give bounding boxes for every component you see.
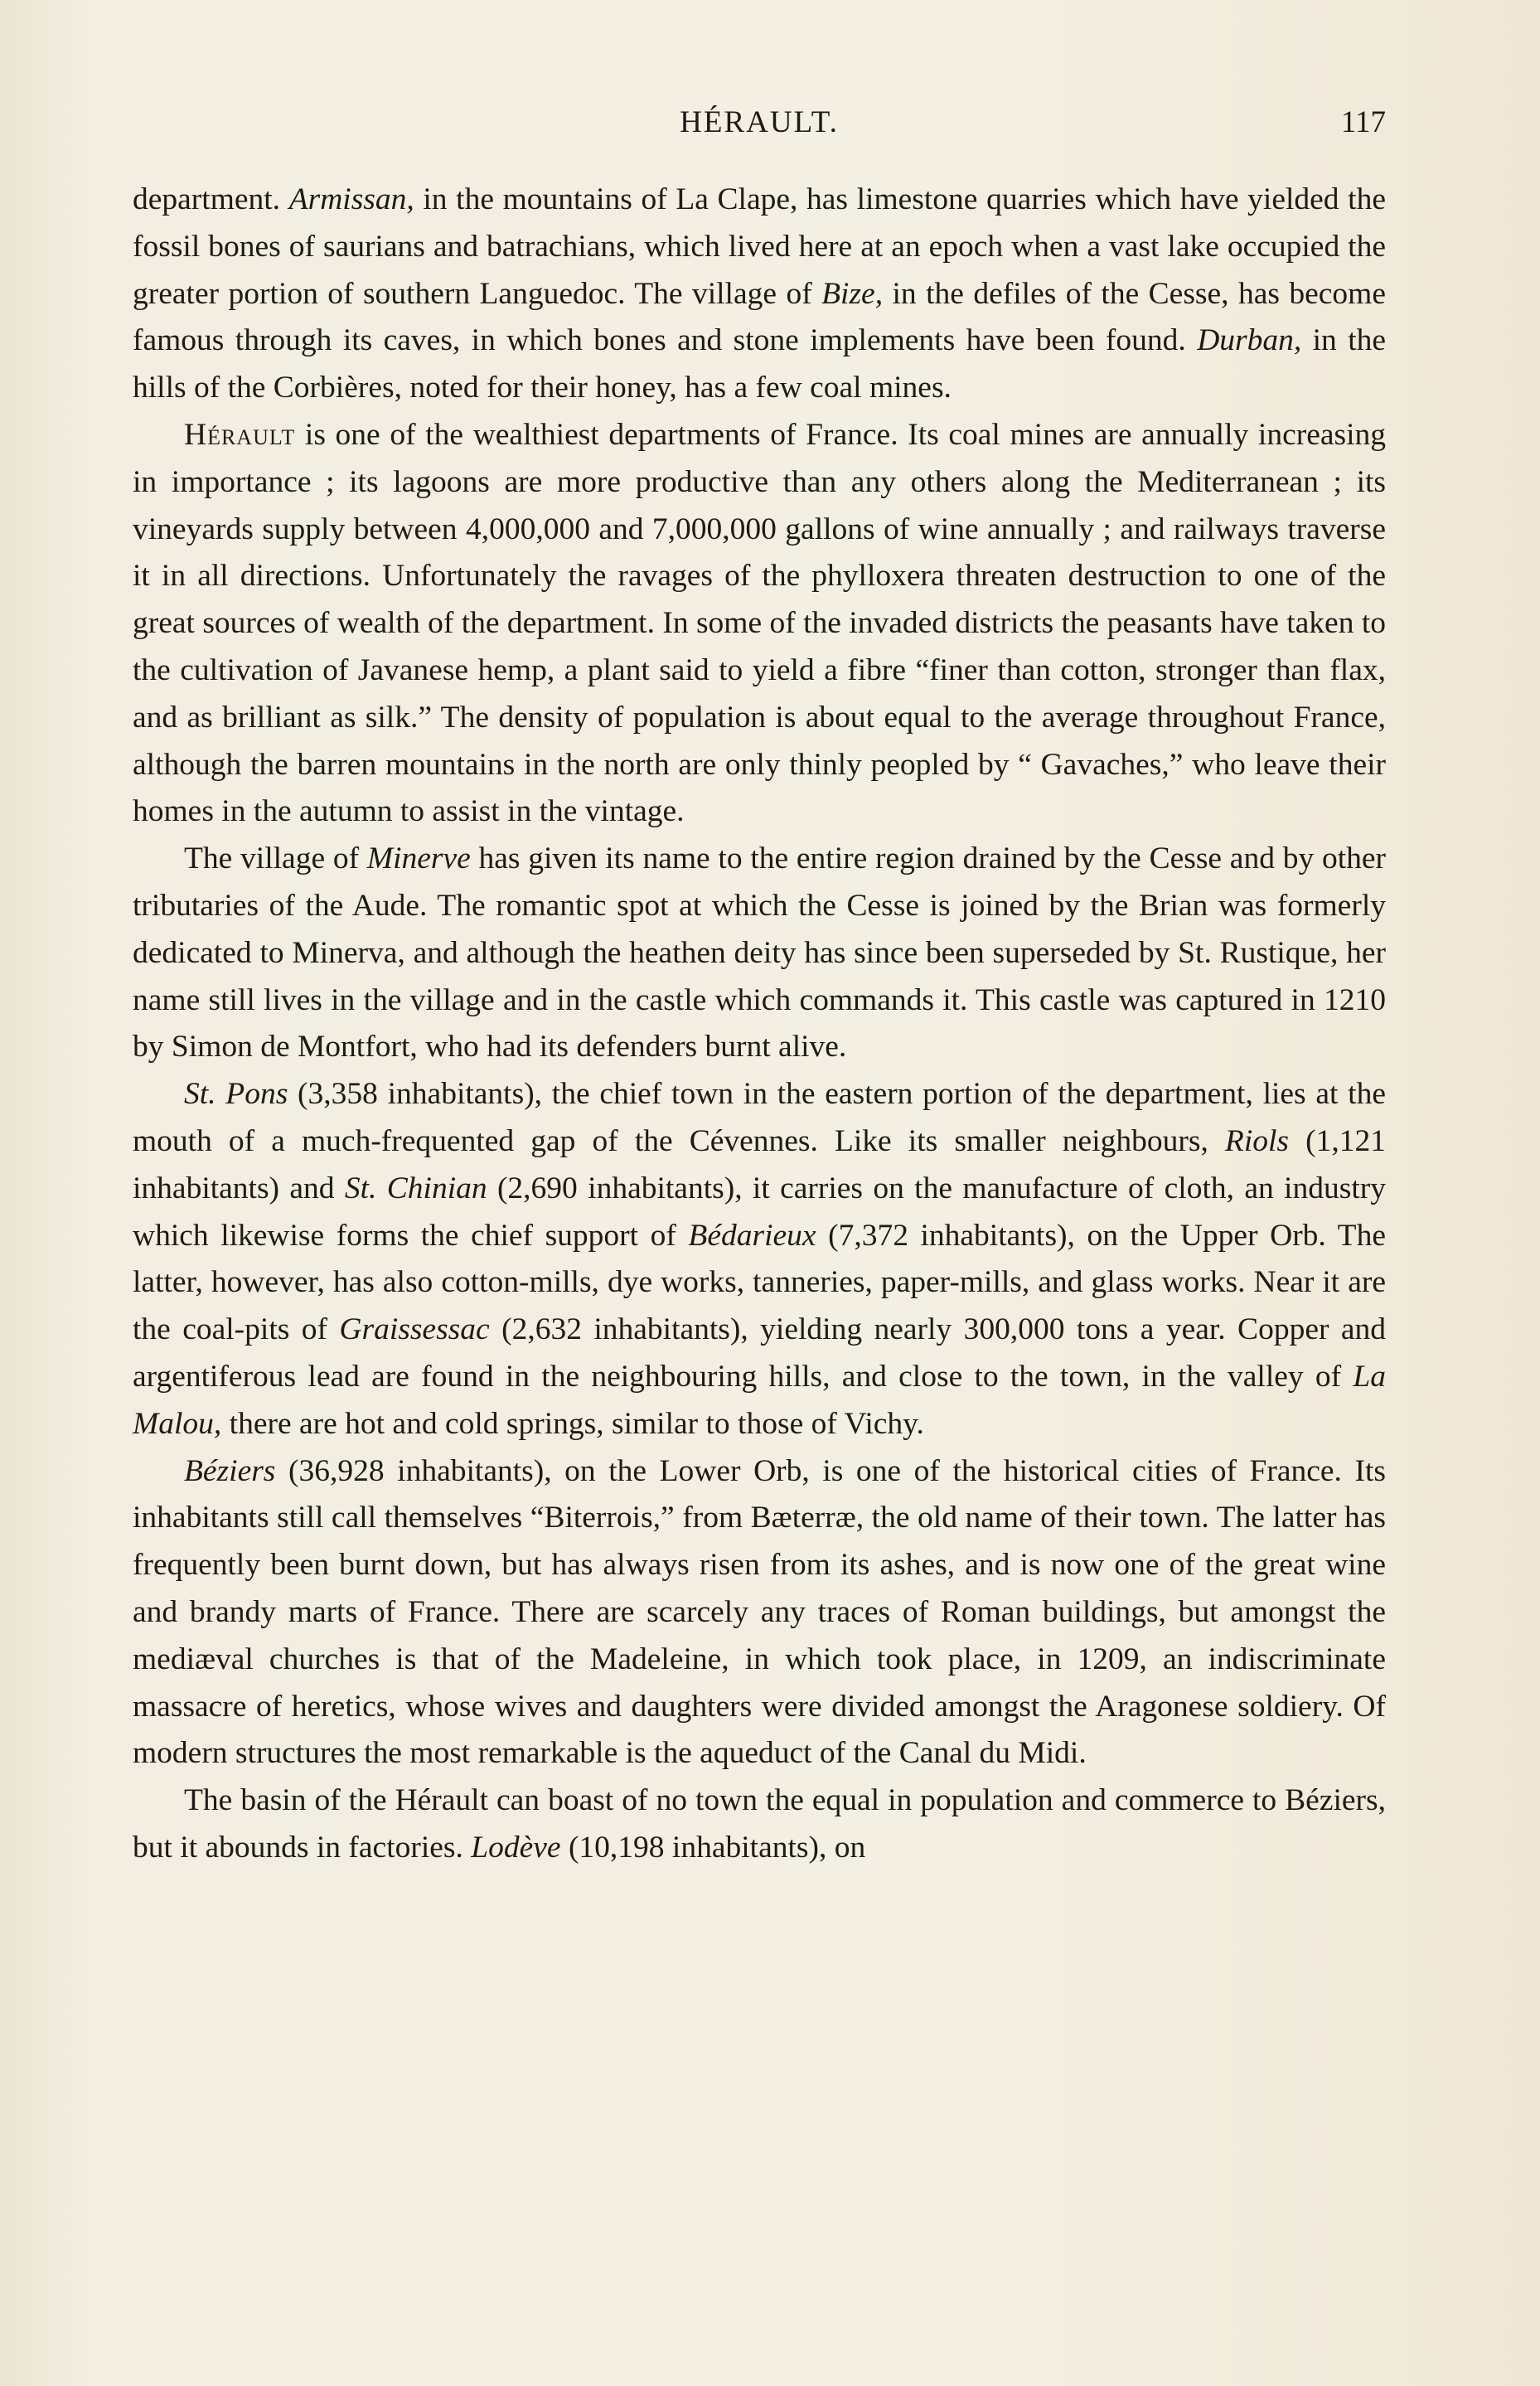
text-run: The village of (184, 841, 367, 876)
place-name: Lodève (471, 1830, 561, 1865)
place-name: St. Pons (184, 1077, 288, 1112)
page-number: 117 (1340, 105, 1386, 139)
text-run: The basin of the Hérault can boast of no town the equal in population and commerce to Béziers, but it abounds in factories. (133, 1783, 1386, 1865)
paragraph (133, 836, 1386, 1071)
place-name: Durban, (1197, 323, 1302, 358)
text-run: (10,198 inhabitants), on (560, 1830, 866, 1865)
place-name: Béziers (184, 1453, 276, 1488)
running-title: HÉRAULT. (680, 105, 839, 139)
paragraph (133, 1777, 1386, 1872)
text-run: in the hills of the Corbières, noted for their honey, has a few coal mines. (133, 323, 1387, 405)
paragraph (133, 177, 1386, 412)
place-name: Bédarieux (688, 1218, 816, 1253)
place-name: Graissessac (339, 1312, 490, 1347)
text-run: (7,372 inhabitants), on the Upper Orb. The latter, however, has also cotton-mills, dye works, tanneries, paper-mills, and glass works. Near it are the coal-pits of (133, 1218, 1386, 1347)
place-name: Bize, (821, 276, 884, 311)
place-name: Armissan, (288, 182, 414, 216)
text-run: has given its name to the entire region drained by the Cesse and by other tributaries of the Aude. The romantic spot at which the Cesse is joined by the Brian was formerly dedicated to Minerva, and although the heathen deity has since been superseded by St. Rustique, her name still lives in the village and in the castle which commands it. This castle was captured in 1210 by Simon de Montfort, who had its defenders burnt alive. (133, 841, 1386, 1064)
place-name: Riols (1224, 1123, 1290, 1158)
small-caps-term: Hérault (184, 417, 296, 452)
text-run: there are hot and cold springs, similar to those of Vichy. (221, 1406, 924, 1441)
text-run: in the mountains of La Clape, has limestone quarries which have yielded the fossil bones of saurians and batrachians, which lived here at an epoch when a vast lake occupied the greater portion of southern Languedoc. The village of (133, 182, 1386, 311)
text-run: (2,690 inhabitants), it carries on the manufacture of cloth, an industry which likewise forms the chief support of (133, 1171, 1386, 1253)
paragraph (133, 1071, 1386, 1448)
text-run: is one of the wealthiest departments of France. Its coal mines are annually increasing in importance ; its lagoons are more productive than any others along the Mediterranean ; its vineyards supply between 4,000,000 and 7,000,000 gallons of wine annually ; and railways traverse it in all directions. Unfortunately the ravages of the phylloxera threaten destruction to one of the great sources of wealth of the department. In some of the invaded districts the peasants have taken to the cultivation of Javanese hemp, a plant said to yield a fibre “finer than cotton, stronger than flax, and as brilliant as silk.” The density of population is about equal to the average throughout France, although the barren mountains in the north are only thinly peopled by “ Gavaches,” who leave their homes in the autumn to assist in the vintage. (133, 417, 1386, 829)
text-run: (3,358 inhabitants), the chief town in the eastern portion of the department, lies at the mouth of a much-frequented gap of the Cévennes. Like its smaller neighbours, (133, 1077, 1386, 1158)
text-run: department. (133, 182, 289, 216)
text-run: (1,121 inhabitants) and (133, 1123, 1386, 1205)
body-text (133, 177, 1386, 1872)
place-name: La Malou, (133, 1359, 1386, 1441)
running-head (133, 104, 1386, 154)
paragraph (133, 1448, 1386, 1778)
paragraph (133, 412, 1386, 836)
text-run: (36,928 inhabitants), on the Lower Orb, is one of the historical cities of France. Its inhabitants still call themselves “Biterrois,” from Bæterræ, the old name of their town. The latter has frequently been burnt down, but has always risen from its ashes, and is now one of the great wine and brandy marts of France. There are scarcely any traces of Roman buildings, but amongst the mediæval churches is that of the Madeleine, in which took place, in 1209, an indiscriminate massacre of heretics, whose wives and daughters were divided amongst the Aragonese soldiery. Of modern structures the most remarkable is the aqueduct of the Canal du Midi. (133, 1453, 1386, 1771)
text-run: in the defiles of the Cesse, has become famous through its caves, in which bones and stone implements have been found. (133, 276, 1386, 358)
text-run: (2,632 inhabitants), yielding nearly 300,000 tons a year. Copper and argentiferous lead are found in the neighbouring hills, and close to the town, in the valley of (133, 1312, 1387, 1394)
place-name: St. Chinian (344, 1171, 487, 1205)
place-name: Minerve (366, 841, 471, 876)
